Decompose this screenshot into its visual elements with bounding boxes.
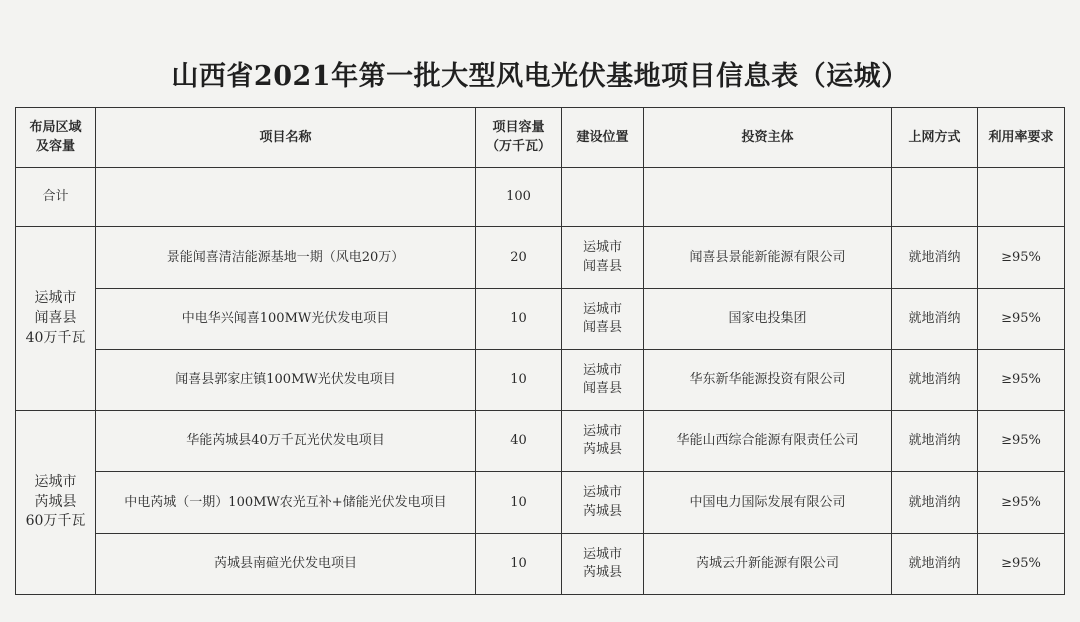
capacity-cell: 10 <box>476 349 562 410</box>
investor-cell: 国家电投集团 <box>644 288 892 349</box>
header-row <box>16 108 1065 168</box>
investor-cell: 闻喜县景能新能源有限公司 <box>644 227 892 288</box>
capacity-cell: 10 <box>476 288 562 349</box>
utilization-cell: ≥95% <box>978 411 1065 472</box>
utilization-cell: ≥95% <box>978 227 1065 288</box>
table-row <box>16 411 1065 472</box>
utilization-cell: ≥95% <box>978 472 1065 533</box>
investor-cell: 华能山西综合能源有限责任公司 <box>644 411 892 472</box>
grid-method-cell: 就地消纳 <box>892 227 978 288</box>
utilization-cell: ≥95% <box>978 288 1065 349</box>
total-empty-cell <box>978 168 1065 227</box>
table-row <box>16 227 1065 288</box>
total-empty-cell <box>96 168 476 227</box>
header-region: 布局区域 及容量 <box>16 108 96 168</box>
utilization-cell: ≥95% <box>978 533 1065 594</box>
utilization-cell: ≥95% <box>978 349 1065 410</box>
location-cell: 运城市 芮城县 <box>562 472 644 533</box>
project-name-cell: 中电华兴闻喜100MW光伏发电项目 <box>96 288 476 349</box>
grid-method-cell: 就地消纳 <box>892 411 978 472</box>
investor-cell: 华东新华能源投资有限公司 <box>644 349 892 410</box>
location-cell: 运城市 闻喜县 <box>562 227 644 288</box>
investor-cell: 芮城云升新能源有限公司 <box>644 533 892 594</box>
table-row <box>16 349 1065 410</box>
header-capacity: 项目容量 （万千瓦） <box>476 108 562 168</box>
header-utilization: 利用率要求 <box>978 108 1065 168</box>
total-empty-cell <box>562 168 644 227</box>
document-title: 山西省2021年第一批大型风电光伏基地项目信息表（运城） <box>171 61 909 92</box>
project-name-cell: 芮城县南碹光伏发电项目 <box>96 533 476 594</box>
header-project-name: 项目名称 <box>96 108 476 168</box>
capacity-cell: 10 <box>476 472 562 533</box>
total-capacity: 100 <box>476 168 562 227</box>
investor-cell: 中国电力国际发展有限公司 <box>644 472 892 533</box>
capacity-cell: 40 <box>476 411 562 472</box>
grid-method-cell: 就地消纳 <box>892 288 978 349</box>
table-row <box>16 288 1065 349</box>
location-cell: 运城市 芮城县 <box>562 411 644 472</box>
project-name-cell: 景能闻喜清洁能源基地一期（风电20万） <box>96 227 476 288</box>
project-name-cell: 中电芮城（一期）100MW农光互补+储能光伏发电项目 <box>96 472 476 533</box>
header-investor: 投资主体 <box>644 108 892 168</box>
grid-method-cell: 就地消纳 <box>892 472 978 533</box>
location-cell: 运城市 芮城县 <box>562 533 644 594</box>
grid-method-cell: 就地消纳 <box>892 533 978 594</box>
grid-method-cell: 就地消纳 <box>892 349 978 410</box>
capacity-cell: 20 <box>476 227 562 288</box>
capacity-cell: 10 <box>476 533 562 594</box>
total-label: 合计 <box>16 168 96 227</box>
region-cell: 运城市 闻喜县 40万千瓦 <box>16 227 96 411</box>
project-name-cell: 闻喜县郭家庄镇100MW光伏发电项目 <box>96 349 476 410</box>
region-cell: 运城市 芮城县 60万千瓦 <box>16 411 96 595</box>
table-row <box>16 533 1065 594</box>
location-cell: 运城市 闻喜县 <box>562 349 644 410</box>
location-cell: 运城市 闻喜县 <box>562 288 644 349</box>
total-row <box>16 168 1065 227</box>
total-empty-cell <box>644 168 892 227</box>
project-table <box>15 107 1065 595</box>
total-empty-cell <box>892 168 978 227</box>
table-row <box>16 472 1065 533</box>
header-location: 建设位置 <box>562 108 644 168</box>
header-grid-method: 上网方式 <box>892 108 978 168</box>
project-name-cell: 华能芮城县40万千瓦光伏发电项目 <box>96 411 476 472</box>
